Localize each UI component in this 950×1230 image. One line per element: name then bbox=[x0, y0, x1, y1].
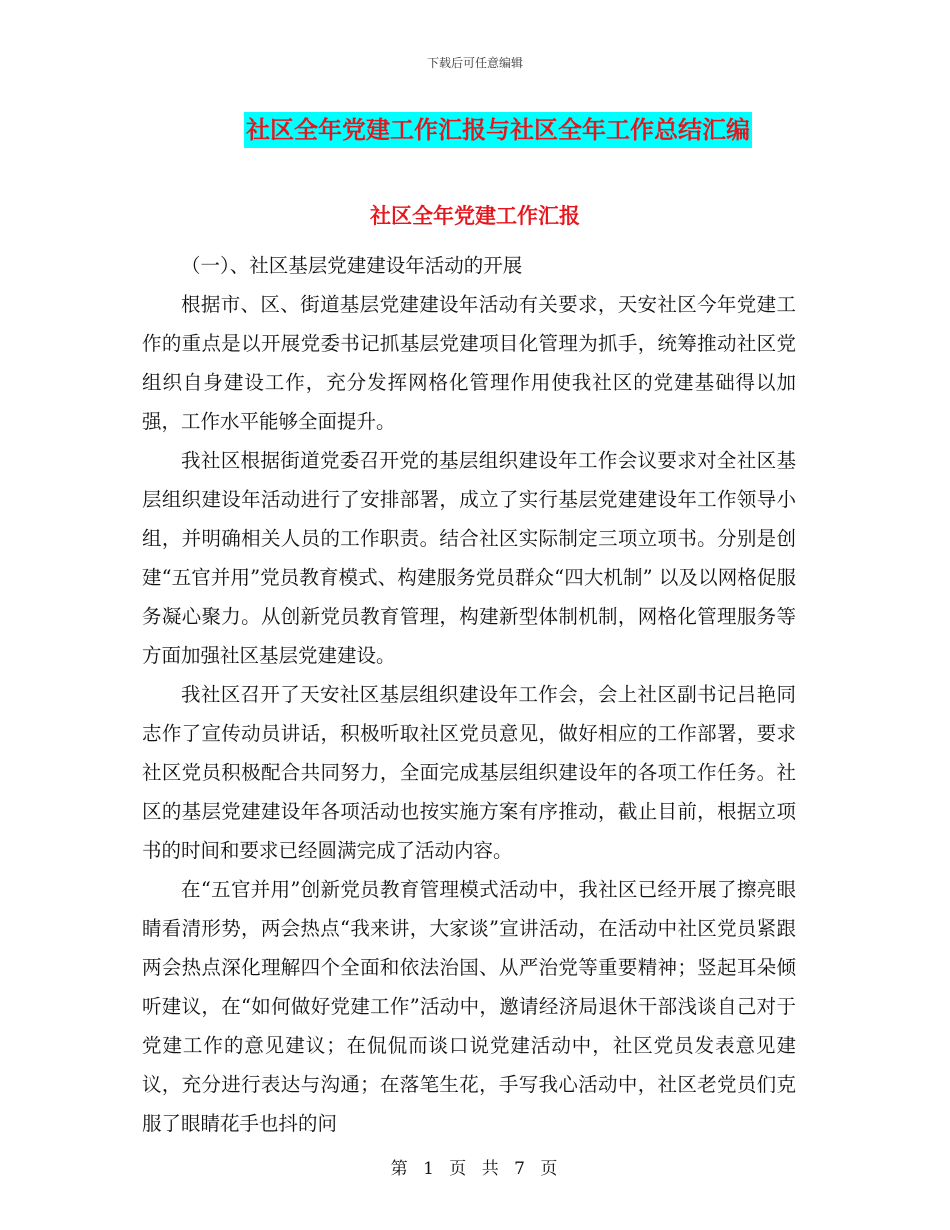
paragraph: 我社区召开了天安社区基层组织建设年工作会，会上社区副书记吕艳同志作了宣传动员讲话，积极听取社区党员意见，做好相应的工作部署，要求社区党员积极配合共同努力，全面完成基层组织建设年的各项工作任务。社区的基层党建建设年各项活动也按实施方案有序推动，截止目前，根据立项书的时间和要求已经圆满完成了活动内容。 bbox=[142, 683, 796, 862]
footer-prefix: 第 bbox=[390, 1159, 410, 1179]
footer-page-number: 1 bbox=[423, 1159, 436, 1179]
footer-total-pages: 7 bbox=[514, 1159, 527, 1179]
footer-page-unit: 页 bbox=[449, 1159, 469, 1179]
section-title: 社区全年党建工作汇报 bbox=[370, 203, 580, 228]
paragraph: 根据市、区、街道基层党建建设年活动有关要求，天安社区今年党建工作的重点是以开展党委书记抓基层党建项目化管理为抓手，统筹推动社区党组织自身建设工作，充分发挥网格化管理作用使我社区的党建基础得以加强，工作水平能够全面提升。 bbox=[142, 293, 796, 433]
document-body bbox=[142, 246, 796, 1143]
document-title: 社区全年党建工作汇报与社区全年工作总结汇编 bbox=[244, 112, 752, 148]
paragraph: 我社区根据街道党委召开党的基层组织建设年工作会议要求对全社区基层组织建设年活动进行了安排部署，成立了实行基层党建建设年工作领导小组，并明确相关人员的工作职责。结合社区实际制定三项立项书。分别是创建“五官并用”党员教育模式、构建服务党员群众“四大机制” 以及以网格促服务凝心聚力。从创新党员教育管理，构建新型体制机制，网格化管理服务等方面加强社区基层党建建设。 bbox=[142, 449, 796, 667]
header-note: 下载后可任意编辑 bbox=[426, 56, 523, 70]
page-footer bbox=[0, 1154, 950, 1179]
footer-total-prefix: 共 bbox=[481, 1159, 501, 1179]
footer-total-unit: 页 bbox=[540, 1159, 560, 1179]
paragraph: 在“五官并用”创新党员教育管理模式活动中，我社区已经开展了擦亮眼睛看清形势，两会热点“我来讲，大家谈”宣讲活动，在活动中社区党员紧跟两会热点深化理解四个全面和依法治国、从严治党等重要精神；竖起耳朵倾听建议，在“如何做好党建工作”活动中，邀请经济局退休干部浅谈自己对于党建工作的意见建议；在侃侃而谈口说党建活动中，社区党员发表意见建议，充分进行表达与沟通；在落笔生花，手写我心活动中，社区老党员们克服了眼睛花手也抖的问 bbox=[142, 878, 796, 1135]
document-title-container bbox=[0, 112, 950, 148]
paragraph-subheading: （一）、社区基层党建建设年活动的开展 bbox=[181, 254, 523, 277]
